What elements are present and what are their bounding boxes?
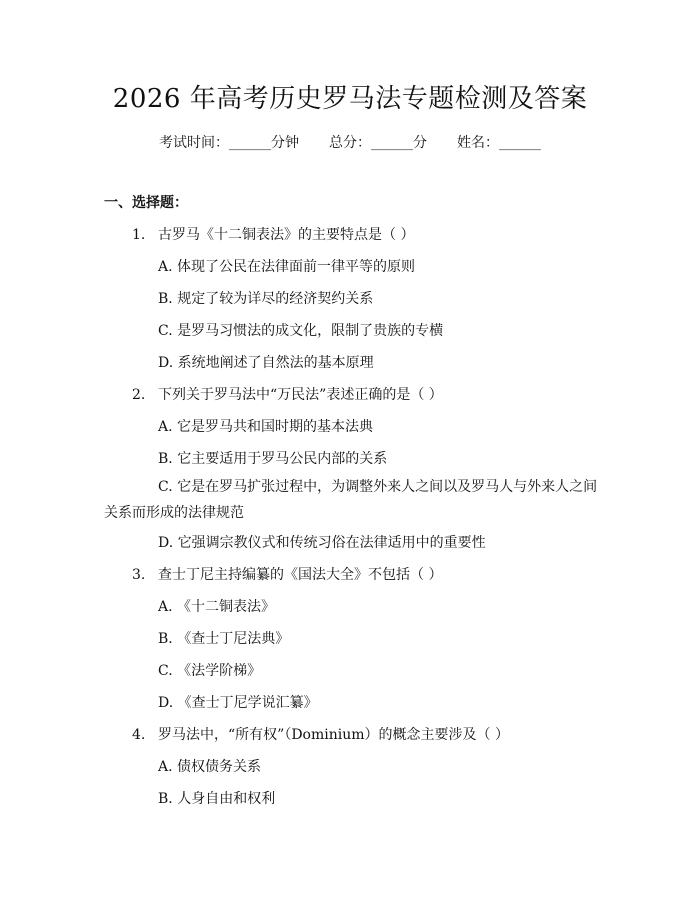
question-4-option-a: A. 债权债务关系	[158, 759, 262, 775]
question-2-option-a: A. 它是罗马共和国时期的基本法典	[158, 419, 374, 435]
question-2-option-b: B. 它主要适用于罗马公民内部的关系	[158, 451, 388, 467]
exam-score: 总分：______分	[329, 135, 427, 151]
question-number: 4.	[132, 727, 146, 743]
question-3-option-b: B. 《查士丁尼法典》	[158, 631, 290, 647]
question-1-option-c: C. 是罗马习惯法的成文化，限制了贵族的专横	[158, 323, 444, 339]
question-stem: 罗马法中，“所有权”（Dominium）的概念主要涉及（ ）	[158, 727, 509, 743]
question-3-option-a: A. 《十二铜表法》	[158, 599, 276, 615]
question-4	[132, 724, 509, 744]
question-number: 1.	[132, 227, 146, 243]
question-2	[132, 384, 443, 404]
question-3	[132, 564, 442, 584]
question-2-option-d: D. 它强调宗教仪式和传统习俗在法律适用中的重要性	[158, 535, 486, 551]
question-number: 2.	[132, 387, 146, 403]
question-stem: 查士丁尼主持编纂的《国法大全》不包括（ ）	[158, 567, 443, 583]
question-1	[132, 224, 414, 244]
question-stem: 古罗马《十二铜表法》的主要特点是（ ）	[158, 227, 415, 243]
question-2-option-c: C. 它是在罗马扩张过程中，为调整外来人之间以及罗马人与外来人之间关系而形成的法律规范	[104, 479, 598, 521]
section-heading: 一、选择题：	[104, 195, 188, 211]
question-stem: 下列关于罗马法中“万民法”表述正确的是（ ）	[158, 387, 443, 403]
question-3-option-c: C. 《法学阶梯》	[158, 663, 262, 679]
question-1-option-a: A. 体现了公民在法律面前一律平等的原则	[158, 259, 416, 275]
page-title: 2026 年高考历史罗马法专题检测及答案	[112, 84, 588, 114]
exam-meta	[0, 132, 700, 152]
question-3-option-d: D. 《查士丁尼学说汇纂》	[158, 695, 318, 711]
question-1-option-d: D. 系统地阐述了自然法的基本原理	[158, 355, 374, 371]
question-1-option-b: B. 规定了较为详尽的经济契约关系	[158, 291, 374, 307]
question-4-option-b: B. 人身自由和权利	[158, 791, 276, 807]
question-number: 3.	[132, 567, 146, 583]
exam-name: 姓名：______	[457, 135, 541, 151]
exam-time: 考试时间：______分钟	[159, 135, 299, 151]
